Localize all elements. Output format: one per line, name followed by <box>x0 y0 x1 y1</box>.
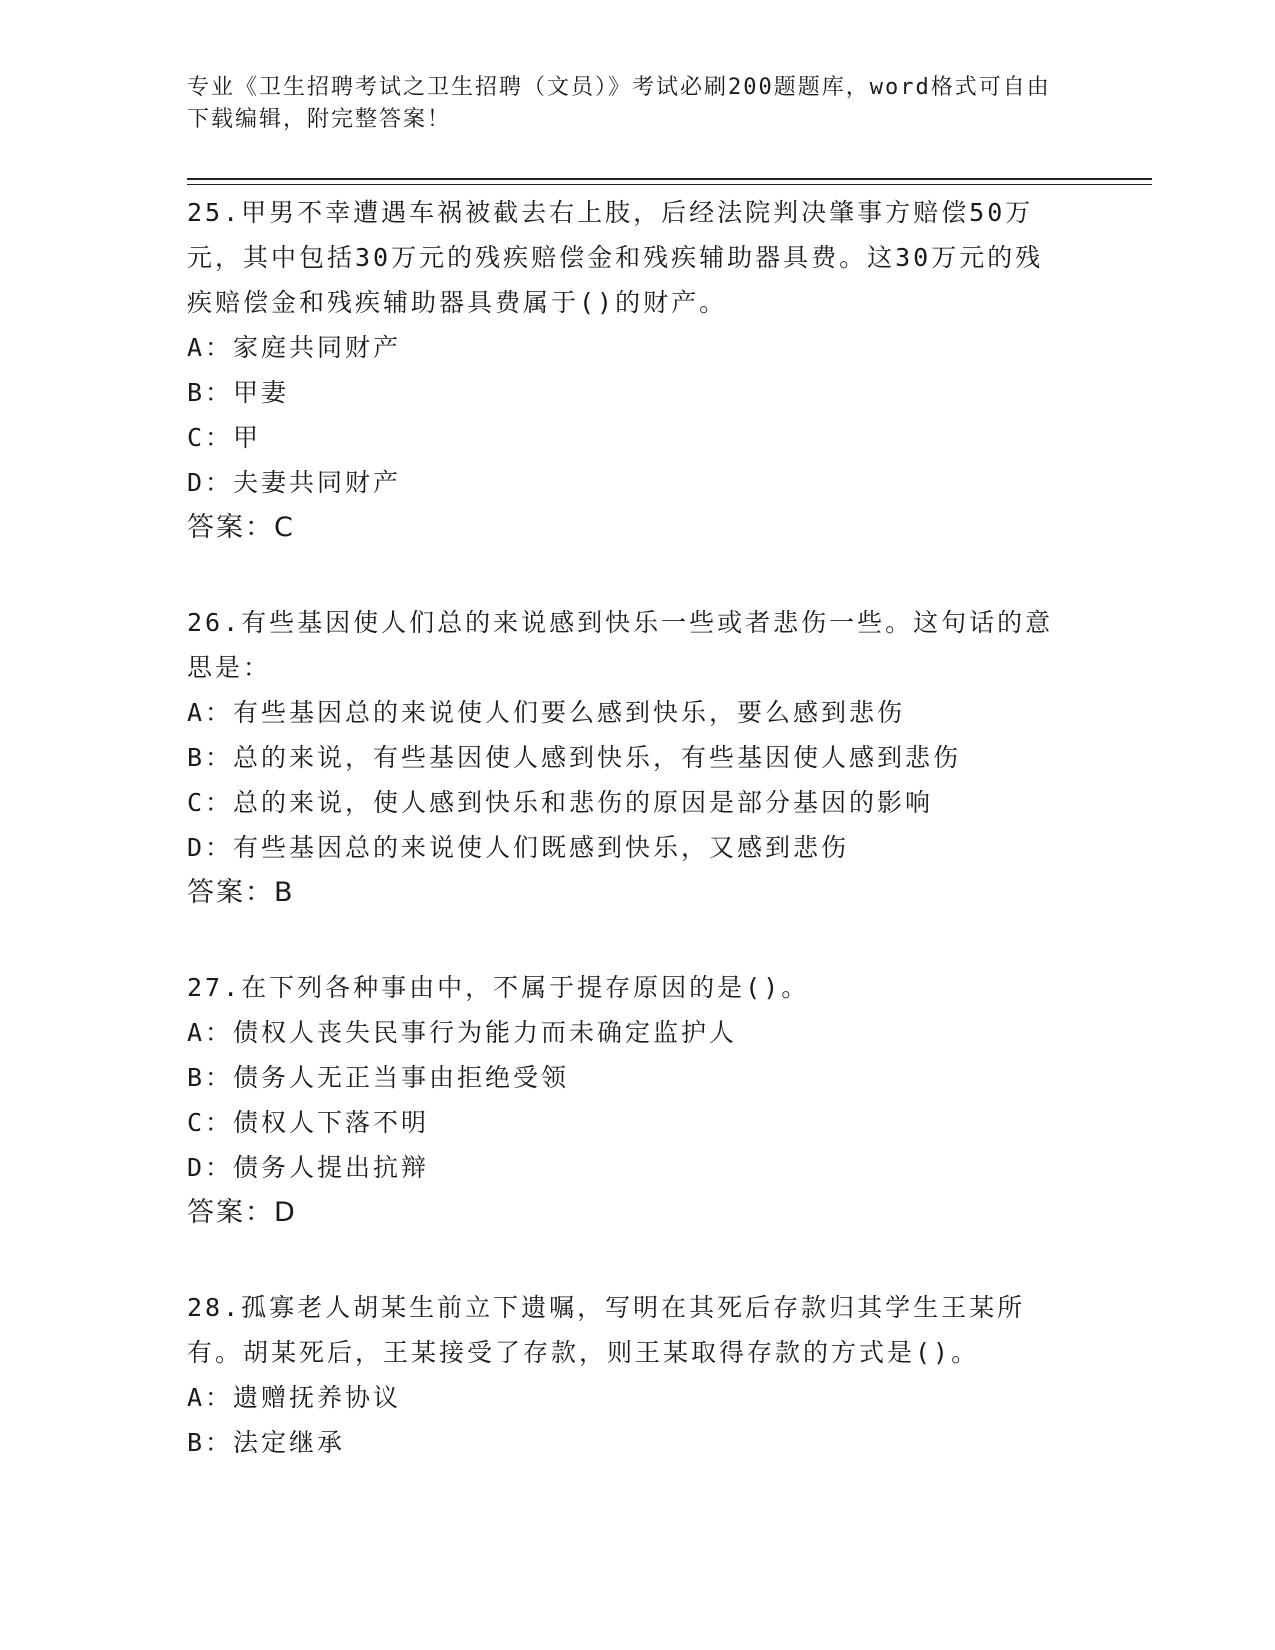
header-rule-bottom <box>187 184 1152 185</box>
answer-line: 答案：C <box>187 512 295 543</box>
option-c: C：总的来说，使人感到快乐和悲伤的原因是部分基因的影响 <box>187 788 934 817</box>
option-c: C：债权人下落不明 <box>187 1108 430 1137</box>
answer-line: 答案：D <box>187 1197 297 1228</box>
question-stem: 26.有些基因使人们总的来说感到快乐一些或者悲伤一些。这句话的意思是： <box>187 608 1054 682</box>
option-d: D：夫妻共同财产 <box>187 468 402 497</box>
option-b: B：法定继承 <box>187 1428 346 1457</box>
option-a: A：债权人丧失民事行为能力而未确定监护人 <box>187 1018 738 1047</box>
question-stem: 25.甲男不幸遭遇车祸被截去右上肢，后经法院判决肇事方赔偿50万元，其中包括30万元的残疾赔偿金和残疾辅助器具费。这30万元的残疾赔偿金和残疾辅助器具费属于()的财产。 <box>187 198 1044 317</box>
question-list <box>187 190 1067 1515</box>
question-stem: 27.在下列各种事由中，不属于提存原因的是()。 <box>187 973 810 1002</box>
option-b: B：总的来说，有些基因使人感到快乐，有些基因使人感到悲伤 <box>187 743 962 772</box>
option-a: A：遗赠抚养协议 <box>187 1383 402 1412</box>
question-25 <box>187 190 1067 550</box>
question-28 <box>187 1285 1067 1465</box>
option-b: B：甲妻 <box>187 378 290 407</box>
option-d: D：债务人提出抗辩 <box>187 1153 430 1182</box>
option-c: C：甲 <box>187 423 262 452</box>
question-stem: 28.孤寡老人胡某生前立下遗嘱，写明在其死后存款归其学生王某所有。胡某死后，王某接受了存款，则王某取得存款的方式是()。 <box>187 1293 1026 1367</box>
answer-line: 答案：B <box>187 877 295 908</box>
document-header: 专业《卫生招聘考试之卫生招聘（文员）》考试必刷200题题库，word格式可自由下载编辑，附完整答案！ <box>187 75 1051 132</box>
question-26 <box>187 600 1067 915</box>
option-d: D：有些基因总的来说使人们既感到快乐，又感到悲伤 <box>187 833 850 862</box>
header-rule-top <box>187 178 1152 180</box>
option-a: A：家庭共同财产 <box>187 333 402 362</box>
question-27 <box>187 965 1067 1235</box>
option-b: B：债务人无正当事由拒绝受领 <box>187 1063 570 1092</box>
option-a: A：有些基因总的来说使人们要么感到快乐，要么感到悲伤 <box>187 698 906 727</box>
